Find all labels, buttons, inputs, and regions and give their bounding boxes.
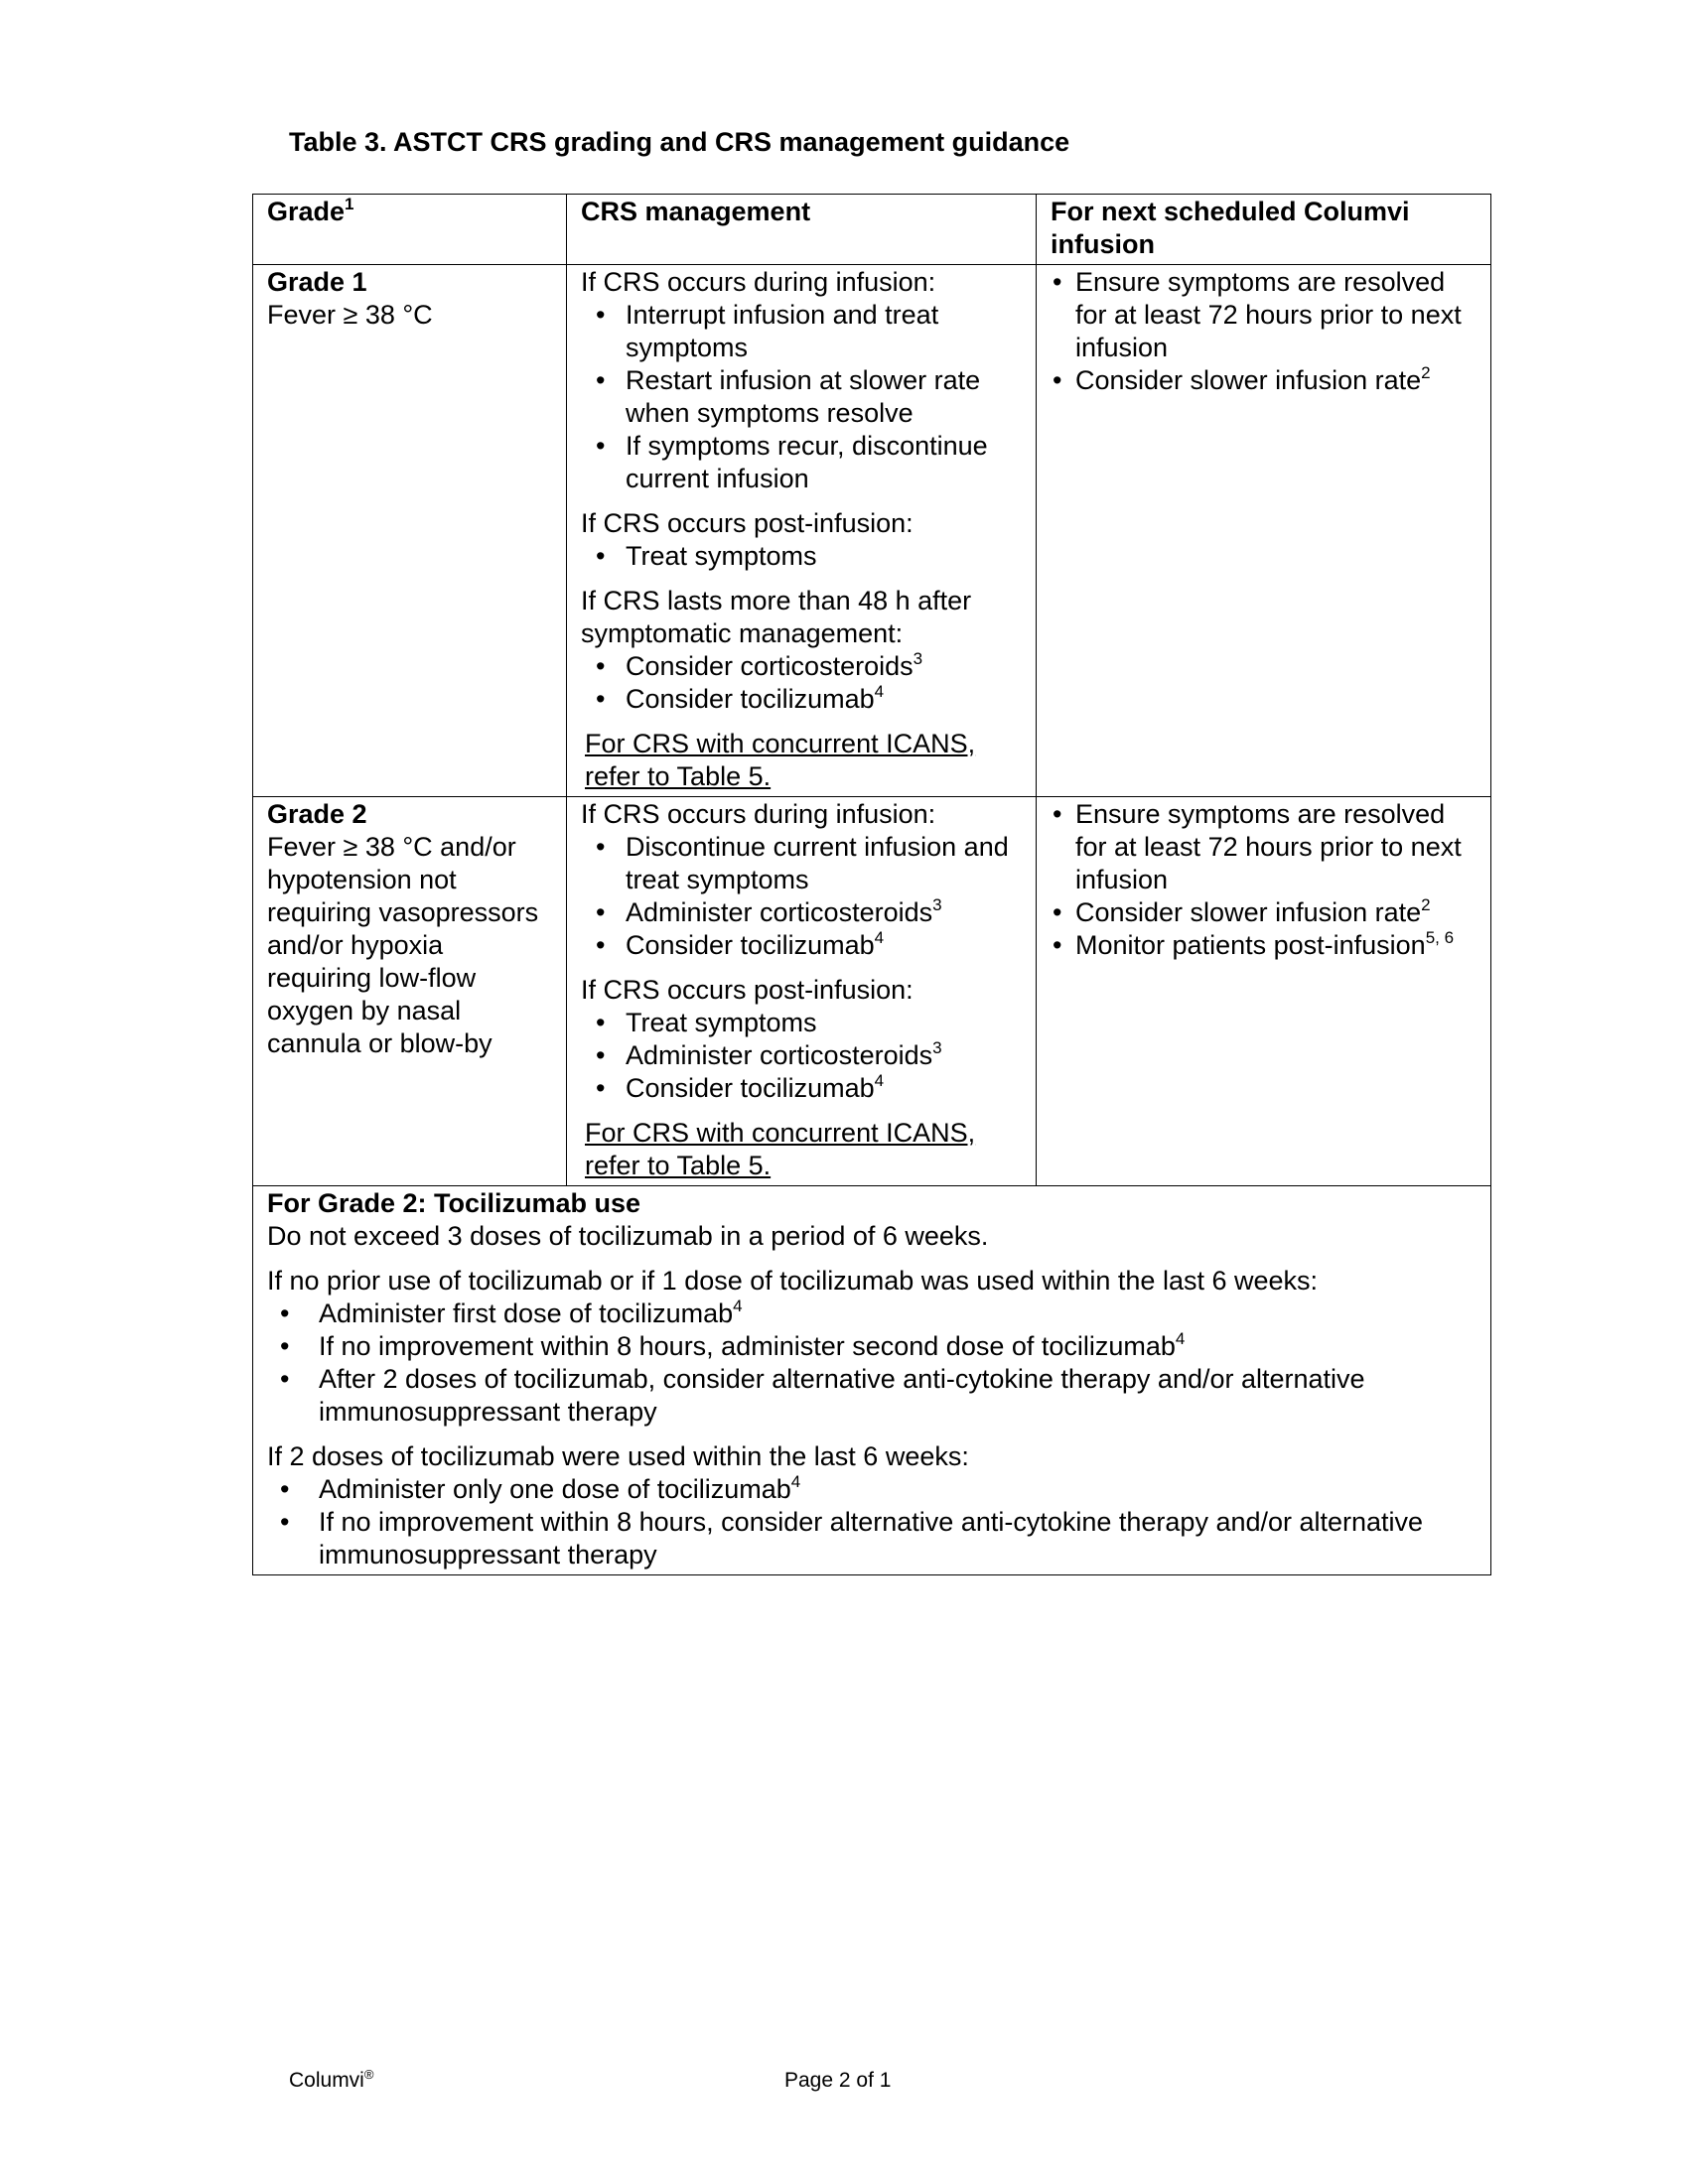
grade1-lasts-intro: If CRS lasts more than 48 h after symptomatic management: <box>581 586 972 648</box>
list-item <box>581 683 1024 716</box>
list-item <box>581 896 1024 929</box>
list-item <box>267 1330 1478 1363</box>
list-item <box>1051 929 1478 962</box>
grade2-post-intro: If CRS occurs post-infusion: <box>581 975 914 1005</box>
list-item <box>267 1473 1478 1506</box>
header-next-infusion: For next scheduled Columvi infusion <box>1037 195 1491 265</box>
footnote-ref: 2 <box>1421 895 1431 914</box>
grade2-label: Grade 2 <box>267 799 367 829</box>
list-item-text: After 2 doses of tocilizumab, consider alternative anti-cytokine therapy and/or alternative immunosuppressant therapy <box>319 1364 1365 1427</box>
tocilizumab-a-intro: If no prior use of tocilizumab or if 1 dose of tocilizumab was used within the last 6 weeks: <box>267 1266 1319 1296</box>
grade2-management <box>567 797 1037 1186</box>
footer-page-number: Page 2 of 1 <box>784 2069 892 2092</box>
grade1-post-list <box>581 540 1024 573</box>
footnote-ref: 3 <box>913 649 923 668</box>
list-item-text: Consider slower infusion rate <box>1075 365 1422 395</box>
footnote-ref: 4 <box>790 1472 801 1491</box>
list-item <box>581 650 1024 683</box>
grade2-icans-link[interactable]: For CRS with concurrent ICANS, refer to Table 5. <box>585 1118 976 1180</box>
list-item-text: Ensure symptoms are resolved for at least 72 hours prior to next infusion <box>1075 267 1462 362</box>
grade1-row <box>253 265 1491 797</box>
tocilizumab-heading: For Grade 2: Tocilizumab use <box>267 1188 641 1218</box>
list-item <box>581 831 1024 896</box>
table-header-row <box>253 195 1491 265</box>
list-item-text: Consider slower infusion rate <box>1075 897 1422 927</box>
footer-product <box>289 2069 373 2093</box>
tocilizumab-cell <box>253 1186 1491 1575</box>
list-item-text: Consider tocilizumab <box>626 930 875 960</box>
footnote-ref: 4 <box>733 1297 743 1315</box>
grade2-next-infusion <box>1037 797 1491 1186</box>
tocilizumab-row <box>253 1186 1491 1575</box>
footnote-ref: 3 <box>932 1038 942 1057</box>
footnote-ref: 5, 6 <box>1425 928 1455 947</box>
grade1-label: Grade 1 <box>267 267 367 297</box>
list-item-text: If no improvement within 8 hours, consider alternative anti-cytokine therapy and/or alternative immunosuppressant therapy <box>319 1507 1424 1570</box>
footnote-ref: 2 <box>1421 363 1431 382</box>
header-management: CRS management <box>567 195 1037 265</box>
grade1-desc: Fever ≥ 38 °C <box>267 300 433 330</box>
crs-grading-table <box>252 194 1491 1575</box>
list-item-text: Monitor patients post-infusion <box>1075 930 1426 960</box>
grade1-during-intro: If CRS occurs during infusion: <box>581 267 936 297</box>
list-item-text: If no improvement within 8 hours, administer second dose of tocilizumab <box>319 1331 1176 1361</box>
footnote-ref: 4 <box>874 682 885 701</box>
list-item <box>1051 896 1478 929</box>
list-item-text: Administer corticosteroids <box>626 1040 933 1070</box>
list-item-text: Consider tocilizumab <box>626 1073 875 1103</box>
list-item <box>267 1363 1478 1429</box>
list-item <box>581 1072 1024 1105</box>
grade2-desc: Fever ≥ 38 °C and/or hypotension not requiring vasopressors and/or hypoxia requiring low-flow oxygen by nasal cannula or blow-by <box>267 832 539 1058</box>
grade2-cell <box>253 797 567 1186</box>
footer-product-name: Columvi <box>289 2069 364 2092</box>
grade2-during-intro: If CRS occurs during infusion: <box>581 799 936 829</box>
grade1-management <box>567 265 1037 797</box>
list-item-text: Treat symptoms <box>626 1008 817 1037</box>
list-item: • If symptoms recur, discontinue current infusion <box>581 430 1024 495</box>
footnote-ref: 4 <box>1175 1329 1186 1348</box>
grade1-post-intro: If CRS occurs post-infusion: <box>581 508 914 538</box>
list-item-text: Consider tocilizumab <box>626 684 875 714</box>
list-item <box>1051 364 1478 397</box>
list-item-text: Ensure symptoms are resolved for at least 72 hours prior to next infusion <box>1075 799 1462 894</box>
registered-mark: ® <box>363 2067 374 2082</box>
grade1-next-infusion <box>1037 265 1491 797</box>
tocilizumab-limit: Do not exceed 3 doses of tocilizumab in a period of 6 weeks. <box>267 1221 989 1251</box>
grade2-next-list <box>1051 798 1478 962</box>
list-item: • Treat symptoms <box>581 540 1024 573</box>
list-item-text: Consider corticosteroids <box>626 651 914 681</box>
footnote-ref: 4 <box>874 928 885 947</box>
grade1-icans-link[interactable]: For CRS with concurrent ICANS, refer to Table 5. <box>585 729 976 791</box>
grade1-during-list <box>581 299 1024 495</box>
grade2-post-list <box>581 1007 1024 1105</box>
table-title: Table 3. ASTCT CRS grading and CRS management guidance <box>289 127 1070 157</box>
grade2-during-list <box>581 831 1024 962</box>
list-item: • Interrupt infusion and treat symptoms <box>581 299 1024 364</box>
list-item <box>581 929 1024 962</box>
list-item-text: Administer first dose of tocilizumab <box>319 1298 734 1328</box>
list-item <box>1051 798 1478 896</box>
footnote-ref: 3 <box>932 895 942 914</box>
tocilizumab-b-list <box>267 1473 1478 1571</box>
list-item-text: Administer only one dose of tocilizumab <box>319 1474 791 1504</box>
tocilizumab-a-list <box>267 1297 1478 1429</box>
header-grade-label: Grade <box>267 197 346 226</box>
footnote-ref: 4 <box>874 1071 885 1090</box>
list-item <box>267 1297 1478 1330</box>
grade1-cell <box>253 265 567 797</box>
list-item <box>1051 266 1478 364</box>
header-grade <box>253 195 567 265</box>
list-item <box>581 1039 1024 1072</box>
list-item-text: Discontinue current infusion and treat symptoms <box>626 832 1009 894</box>
list-item <box>267 1506 1478 1571</box>
grade1-next-list <box>1051 266 1478 397</box>
tocilizumab-b-intro: If 2 doses of tocilizumab were used within the last 6 weeks: <box>267 1441 969 1471</box>
list-item: • Restart infusion at slower rate when symptoms resolve <box>581 364 1024 430</box>
footnote-ref: 1 <box>345 195 354 213</box>
list-item-text: Administer corticosteroids <box>626 897 933 927</box>
grade2-row <box>253 797 1491 1186</box>
list-item <box>581 1007 1024 1039</box>
grade1-lasts-list <box>581 650 1024 716</box>
